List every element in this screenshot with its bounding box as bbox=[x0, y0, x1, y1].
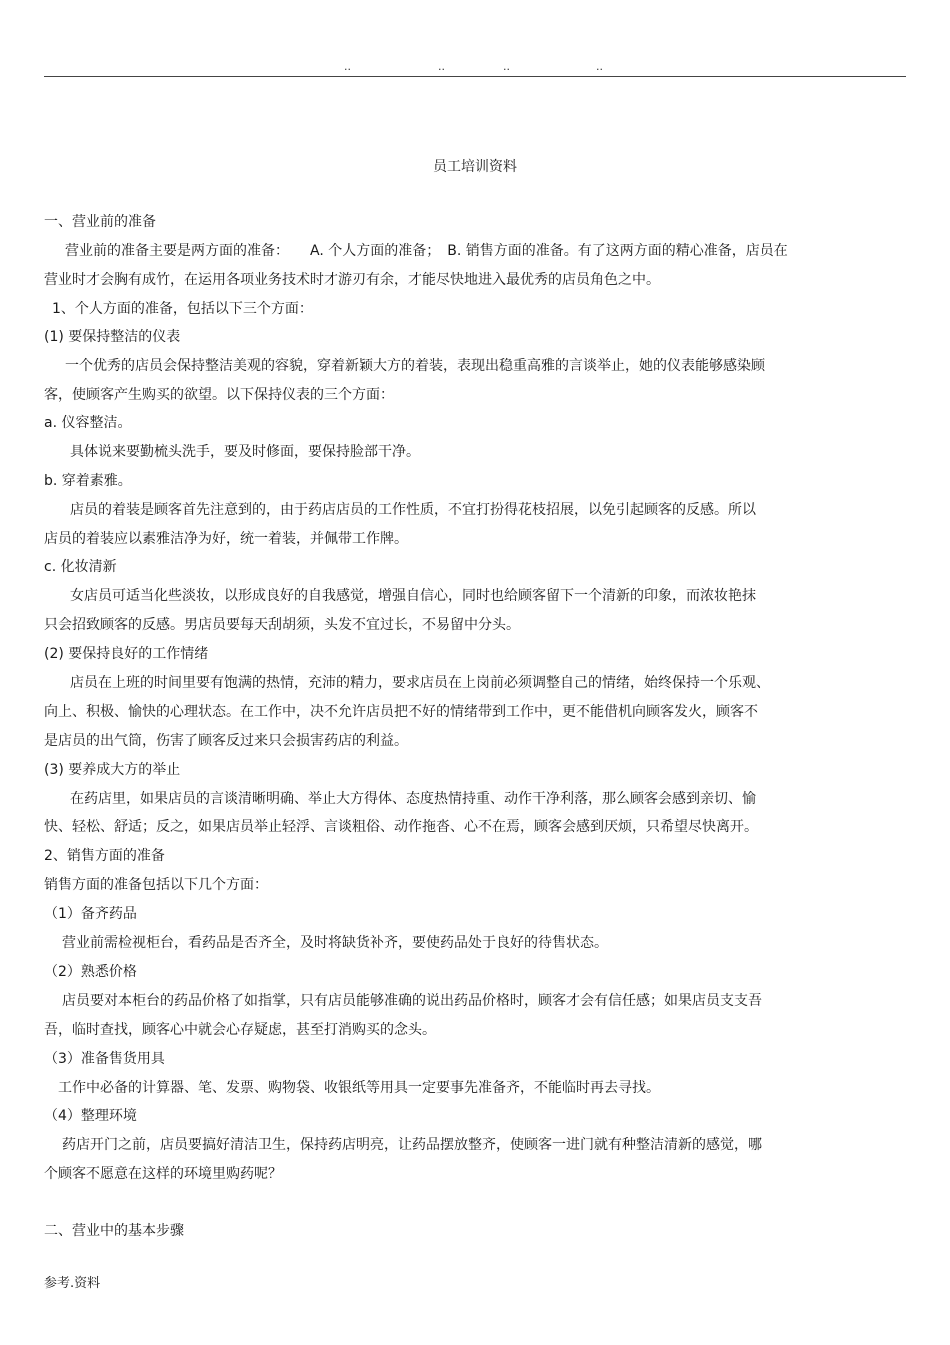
header-dot: .. bbox=[503, 60, 510, 73]
section-heading: 一、营业前的准备 bbox=[44, 214, 156, 230]
paragraph-line: 店员要对本柜台的药品价格了如指掌，只有店员能够准确的说出药品价格时，顾客才会有信任感；如果店员支支吾 bbox=[62, 993, 762, 1009]
subsection-heading: 1、个人方面的准备，包括以下三个方面： bbox=[52, 301, 313, 317]
paragraph-line: 个顾客不愿意在这样的环境里购药呢？ bbox=[44, 1166, 282, 1182]
paragraph-line: 一个优秀的店员会保持整洁美观的容貌，穿着新颖大方的着装，表现出稳重高雅的言谈举止，她的仪表能够感染顾 bbox=[65, 358, 765, 374]
paragraph-line: 营业前需检视柜台，看药品是否齐全，及时将缺货补齐，要使药品处于良好的待售状态。 bbox=[62, 935, 608, 951]
paragraph-line: 只会招致顾客的反感。男店员要每天刮胡须，头发不宜过长，不易留中分头。 bbox=[44, 617, 520, 633]
paragraph-line: 在药店里，如果店员的言谈清晰明确、举止大方得体、态度热情持重、动作干净利落，那么顾客会感到亲切、愉 bbox=[70, 791, 756, 807]
paragraph-line: 店员在上班的时间里要有饱满的热情，充沛的精力，要求店员在上岗前必须调整自己的情绪，始终保持一个乐观、 bbox=[70, 675, 770, 691]
item-heading: (1) 要保持整洁的仪表 bbox=[44, 329, 181, 345]
header-dot: .. bbox=[596, 60, 603, 73]
paragraph-line: 向上、积极、愉快的心理状态。在工作中，决不允许店员把不好的情绪带到工作中，更不能借机向顾客发火，顾客不 bbox=[44, 704, 758, 720]
section-heading: 二、营业中的基本步骤 bbox=[44, 1223, 184, 1239]
paragraph-line: 店员的着装应以素雅洁净为好，统一着装，并佩带工作牌。 bbox=[44, 531, 408, 547]
header-dots bbox=[0, 60, 950, 74]
subsection-heading: 2、销售方面的准备 bbox=[44, 848, 165, 864]
item-heading: c. 化妆清新 bbox=[44, 559, 117, 575]
item-heading: （1）备齐药品 bbox=[44, 906, 137, 922]
paragraph-line: 药店开门之前，店员要搞好清洁卫生，保持药店明亮，让药品摆放整齐，使顾客一进门就有种整洁清新的感觉，哪 bbox=[62, 1137, 762, 1153]
header-dot: .. bbox=[438, 60, 445, 73]
paragraph-line: 工作中必备的计算器、笔、发票、购物袋、收银纸等用具一定要事先准备齐，不能临时再去寻找。 bbox=[58, 1080, 660, 1096]
header-rule bbox=[44, 76, 906, 77]
page-title: 员工培训资料 bbox=[433, 159, 517, 175]
header-dot: .. bbox=[344, 60, 351, 73]
item-heading: a. 仪容整洁。 bbox=[44, 415, 132, 431]
paragraph-line: 是店员的出气筒，伤害了顾客反过来只会损害药店的利益。 bbox=[44, 733, 408, 749]
paragraph-line: 具体说来要勤梳头洗手，要及时修面，要保持脸部干净。 bbox=[70, 444, 420, 460]
paragraph-line: 女店员可适当化些淡妆，以形成良好的自我感觉，增强自信心，同时也给顾客留下一个清新的印象，而浓妆艳抹 bbox=[70, 588, 756, 604]
item-heading: （2）熟悉价格 bbox=[44, 964, 137, 980]
paragraph-line: 吾，临时查找，顾客心中就会心存疑虑，甚至打消购买的念头。 bbox=[44, 1022, 436, 1038]
item-heading: b. 穿着素雅。 bbox=[44, 473, 132, 489]
item-heading: （4）整理环境 bbox=[44, 1108, 137, 1124]
paragraph-line: 销售方面的准备包括以下几个方面： bbox=[44, 877, 268, 893]
item-heading: （3）准备售货用具 bbox=[44, 1051, 165, 1067]
paragraph-line: 店员的着装是顾客首先注意到的，由于药店店员的工作性质，不宜打扮得花枝招展，以免引起顾客的反感。所以 bbox=[70, 502, 756, 518]
footer-note: 参考.资料 bbox=[44, 1276, 101, 1291]
paragraph-line: 快、轻松、舒适；反之，如果店员举止轻浮、言谈粗俗、动作拖沓、心不在焉，顾客会感到厌烦，只希望尽快离开。 bbox=[44, 819, 758, 835]
paragraph-line: 营业前的准备主要是两方面的准备： A. 个人方面的准备； B. 销售方面的准备。有了这两方面的精心准备，店员在 bbox=[65, 243, 788, 259]
item-heading: (3) 要养成大方的举止 bbox=[44, 762, 181, 778]
paragraph-line: 客，使顾客产生购买的欲望。以下保持仪表的三个方面： bbox=[44, 387, 394, 403]
paragraph-line: 营业时才会胸有成竹，在运用各项业务技术时才游刃有余，才能尽快地进入最优秀的店员角色之中。 bbox=[44, 272, 660, 288]
item-heading: (2) 要保持良好的工作情绪 bbox=[44, 646, 209, 662]
